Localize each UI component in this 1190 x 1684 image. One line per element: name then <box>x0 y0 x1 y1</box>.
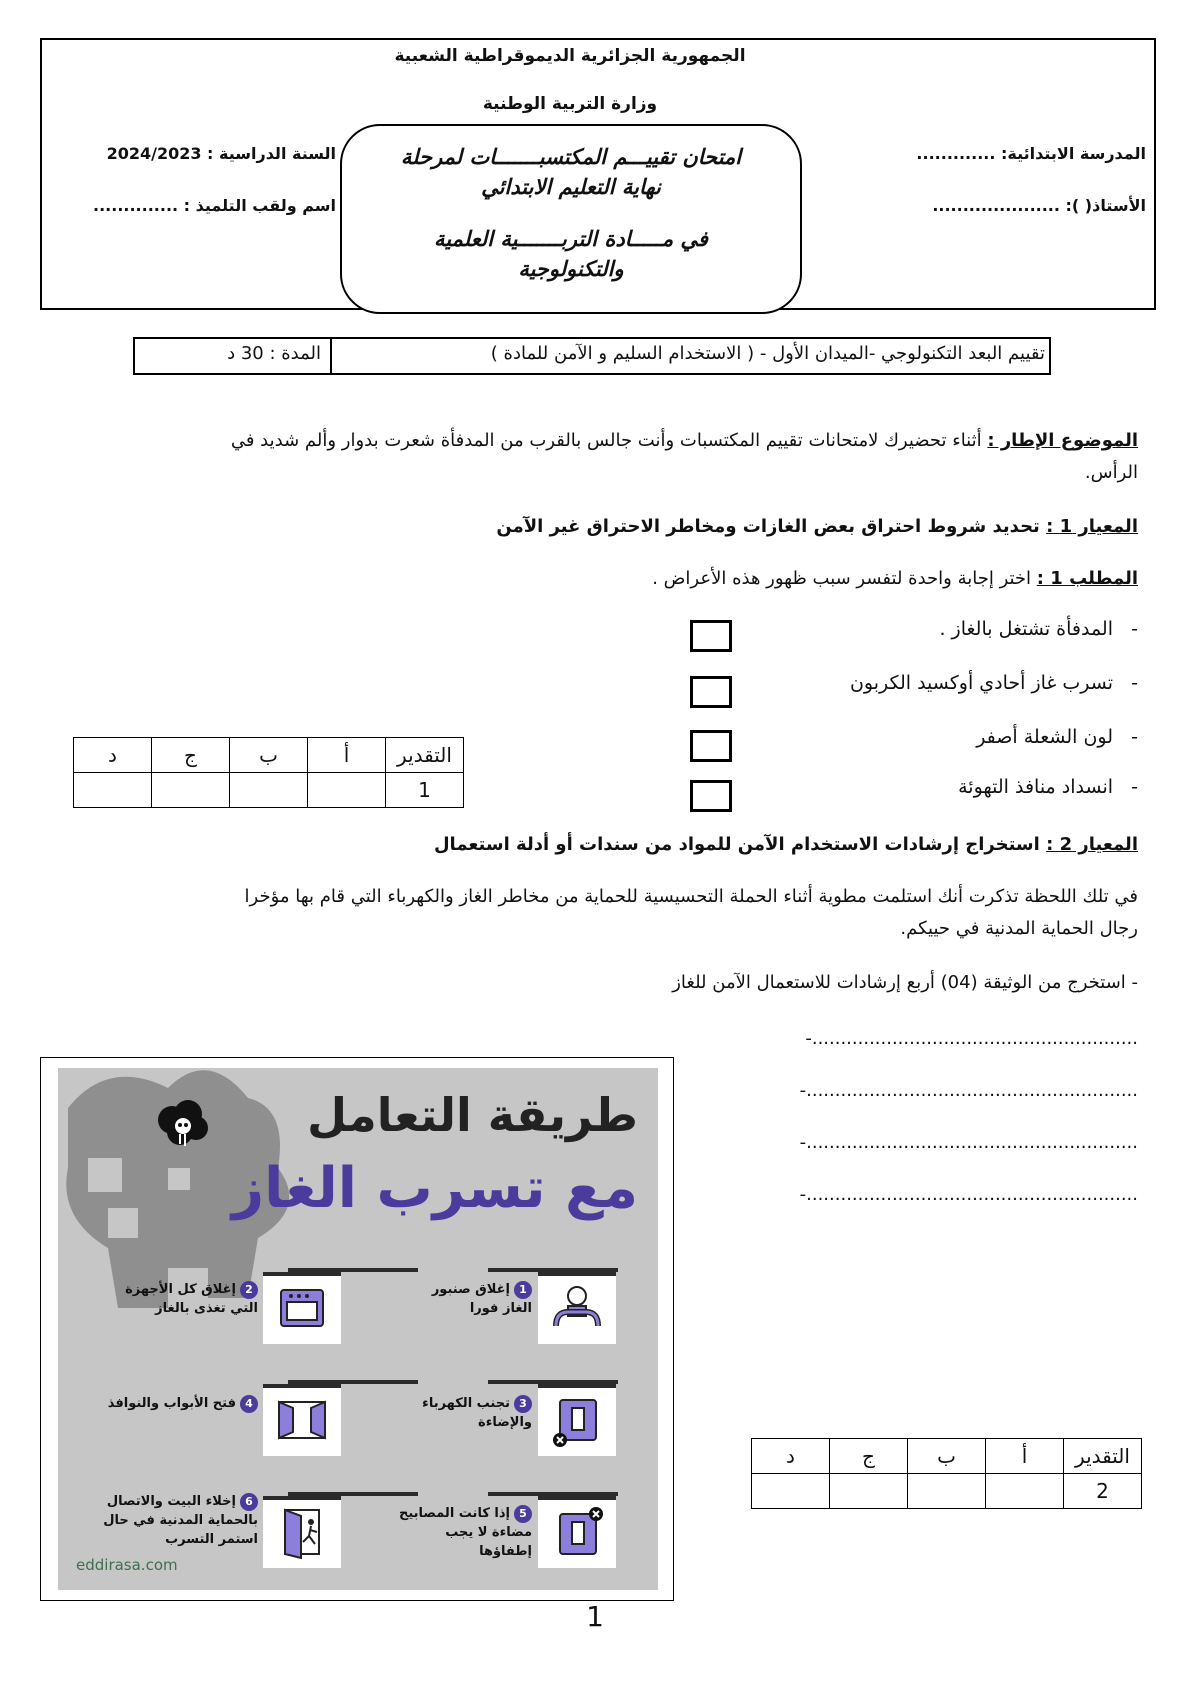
subject-bar <box>133 337 1051 375</box>
context-paragraph <box>78 428 1138 454</box>
option-4: - انسداد منافذ التهوئة <box>958 776 1138 798</box>
option-1-checkbox[interactable] <box>690 620 732 652</box>
school-year-field: السنة الدراسية : 2024/2023 <box>106 144 336 163</box>
poster-title-line1: طريقة التعامل <box>307 1088 638 1142</box>
situation2-line2: رجال الحماية المدنية في حييكم. <box>900 918 1138 939</box>
exam-title-line2: نهاية التعليم الابتدائي <box>481 174 661 199</box>
task1 <box>78 566 1138 592</box>
grade2-cell-d[interactable] <box>752 1474 830 1509</box>
poster-title-line2: مع تسرب الغاز <box>231 1156 638 1221</box>
context-text-line2: الرأس. <box>1084 462 1138 483</box>
answer-line-1[interactable]: -......................................................... <box>805 1028 1138 1049</box>
exam-title-line3: في مـــــادة التربـــــــية العلمية <box>434 226 708 251</box>
tip-card-6 <box>263 1496 341 1568</box>
grade1-header-b: ب <box>230 738 308 773</box>
exit-door-icon <box>263 1500 341 1564</box>
option-3: - لون الشعلة أصفر <box>976 726 1138 748</box>
grade1-cell-j[interactable] <box>152 773 230 808</box>
exam-title-line1: امتحان تقييـــم المكتسبـــــــات لمرحلة <box>400 144 742 169</box>
tip-5: 5إذا كانت المصابيح مضاءة لا يجب إطفاؤها <box>398 1506 532 1559</box>
grade2-value: 2 <box>1064 1474 1142 1509</box>
page-number: 1 <box>586 1600 604 1633</box>
tip-card-4 <box>263 1384 341 1456</box>
school-field: المدرسة الابتدائية: ............. <box>916 144 1146 163</box>
republic-title: الجمهورية الجزائرية الديموقراطية الشعبية <box>394 46 746 66</box>
exam-duration: المدة : 30 د <box>227 343 321 364</box>
option-4-checkbox[interactable] <box>690 780 732 812</box>
grade2-header-label: التقدير <box>1064 1439 1142 1474</box>
situation2-line1: في تلك اللحظة تذكرت أنك استلمت مطوية أثناء الحملة التحسيسية للحماية من مخاطر الغاز والكهرباء التي قام بها مؤخرا <box>244 886 1138 907</box>
grade2-header-b: ب <box>908 1439 986 1474</box>
criterion1-text: تحديد شروط احتراق بعض الغازات ومخاطر الاحتراق غير الآمن <box>496 516 1040 537</box>
tip-1: 1إغلاق صنبور الغاز فورا <box>431 1282 532 1316</box>
grade1-cell-b[interactable] <box>230 773 308 808</box>
criterion2-label: المعيار 2 : <box>1046 834 1138 855</box>
answer-line-3[interactable]: -.......................................................... <box>799 1132 1138 1153</box>
subject-topic: تقييم البعد التكنولوجي -الميدان الأول - ( الاستخدام السليم و الآمن للمادة ) <box>490 343 1045 364</box>
grade2-cell-b[interactable] <box>908 1474 986 1509</box>
grade1-header-j: ج <box>152 738 230 773</box>
electric-switch-icon <box>538 1388 616 1452</box>
option-3-checkbox[interactable] <box>690 730 732 762</box>
teacher-field: الأستاذ( ): ..................... <box>932 196 1146 215</box>
option-1: - المدفأة تشتغل بالغاز . <box>939 618 1138 640</box>
grade-table-1 <box>73 737 464 808</box>
grade2-header-j: ج <box>830 1439 908 1474</box>
watermark-text: eddirasa.com <box>76 1556 178 1574</box>
criterion1-label: المعيار 1 : <box>1046 516 1138 537</box>
answer-line-4[interactable]: -.......................................................... <box>799 1184 1138 1205</box>
criterion2-text: استخراج إرشادات الاستخدام الآمن للمواد من سندات أو أدلة استعمال <box>433 834 1040 855</box>
tip-card-5 <box>538 1496 616 1568</box>
tip-6: 6إخلاء البيت والاتصال بالحماية المدنية في حال استمر التسرب <box>103 1494 258 1547</box>
grade1-header-a: أ <box>308 738 386 773</box>
task1-text: اختر إجابة واحدة لتفسر سبب ظهور هذه الأعراض . <box>652 568 1032 589</box>
grade1-header-d: د <box>74 738 152 773</box>
tip-card-1 <box>538 1272 616 1344</box>
light-switch-icon <box>538 1500 616 1564</box>
task2-instruction: - استخرج من الوثيقة (04) أربع إرشادات للاستعمال الآمن للغاز <box>672 972 1138 993</box>
grade2-header-d: د <box>752 1439 830 1474</box>
tip-card-2 <box>263 1272 341 1344</box>
option-2-checkbox[interactable] <box>690 676 732 708</box>
grade1-value: 1 <box>386 773 464 808</box>
answer-line-2[interactable]: -.......................................................... <box>799 1080 1138 1101</box>
criterion2 <box>78 832 1138 858</box>
exam-title-box <box>340 124 802 314</box>
exam-title-line4: والتكنولوجية <box>518 256 624 281</box>
gas-valve-icon <box>538 1276 616 1340</box>
grade2-cell-a[interactable] <box>986 1474 1064 1509</box>
tip-3: 3تجنب الكهرباء والإضاءة <box>422 1396 532 1430</box>
tip-2: 2إغلاق كل الأجهزة التي تغذى بالغاز <box>125 1282 258 1316</box>
danger-cloud-icon <box>154 1098 210 1150</box>
grade1-cell-a[interactable] <box>308 773 386 808</box>
grade2-header-a: أ <box>986 1439 1064 1474</box>
criterion1 <box>78 514 1138 540</box>
tip-4: 4فتح الأبواب والنوافذ <box>98 1394 258 1413</box>
task1-label: المطلب 1 : <box>1036 568 1138 589</box>
open-window-icon <box>263 1388 341 1452</box>
ministry-title: وزارة التربية الوطنية <box>482 94 658 114</box>
grade1-header-label: التقدير <box>386 738 464 773</box>
tip-card-3 <box>538 1384 616 1456</box>
option-2: - تسرب غاز أحادي أوكسيد الكربون <box>849 672 1138 694</box>
gas-leak-poster <box>58 1068 658 1590</box>
stove-icon <box>263 1276 341 1340</box>
context-label: الموضوع الإطار : <box>987 430 1138 451</box>
grade-table-2 <box>751 1438 1142 1509</box>
context-text: أثناء تحضيرك لامتحانات تقييم المكتسبات وأنت جالس بالقرب من المدفأة شعرت بدوار وألم شديد في <box>230 430 982 451</box>
grade1-cell-d[interactable] <box>74 773 152 808</box>
grade2-cell-j[interactable] <box>830 1474 908 1509</box>
student-name-field: اسم ولقب التلميذ : .............. <box>93 196 336 215</box>
